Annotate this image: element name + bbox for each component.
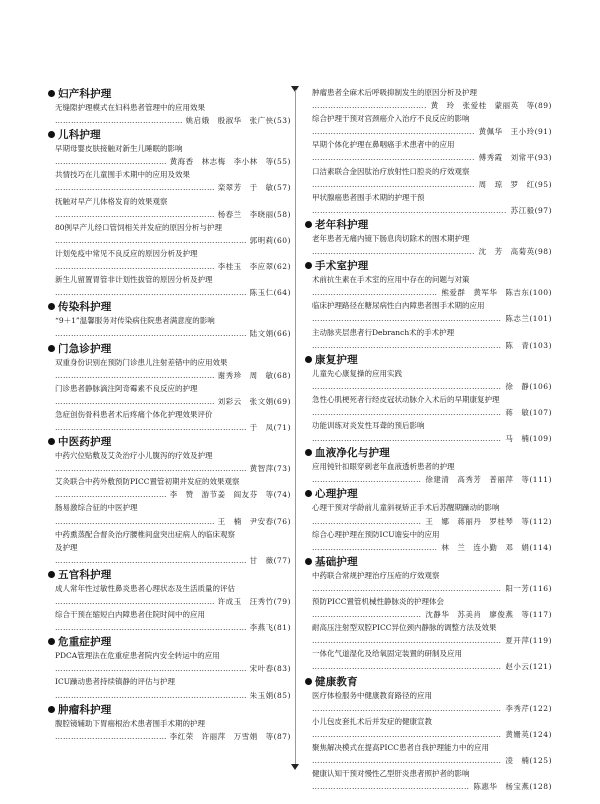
dot-leader — [305, 634, 501, 647]
toc-section — [48, 341, 291, 435]
article-authors-page: 王 娜 蒋丽丹 罗桂琴 等(112) — [425, 516, 552, 526]
article-title: 早期母婴皮肤接触对新生儿睡眠的影响 — [55, 144, 183, 154]
toc-entry[interactable] — [48, 356, 291, 382]
dot-leader — [48, 114, 182, 127]
bullet-icon — [305, 262, 312, 269]
author-line — [48, 689, 291, 702]
toc-entry[interactable] — [305, 767, 552, 793]
toc-entry[interactable] — [305, 569, 552, 595]
toc-entry[interactable] — [48, 608, 291, 634]
article-title: 医疗体检服务中健康教育路径的应用 — [312, 690, 432, 700]
bullet-icon — [48, 303, 55, 310]
dot-leader — [48, 234, 246, 247]
dot-leader — [48, 369, 214, 382]
toc-section — [305, 486, 552, 553]
toc-entry[interactable] — [305, 621, 552, 647]
toc-entry[interactable] — [48, 247, 291, 273]
section-title: 健康教育 — [315, 675, 358, 688]
toc-entry[interactable] — [305, 165, 552, 191]
dot-leader — [48, 395, 214, 408]
article-authors-page: 黄智萍(73) — [249, 464, 291, 474]
toc-section — [305, 258, 552, 352]
dot-leader — [48, 181, 214, 194]
column-divider — [295, 90, 296, 764]
article-authors-page: 阳一芳(116) — [505, 583, 552, 593]
toc-section — [48, 434, 291, 567]
author-line — [305, 339, 552, 352]
toc-entry[interactable] — [305, 595, 552, 621]
section-title: 基础护理 — [315, 555, 358, 568]
section-heading — [305, 258, 552, 273]
toc-entry[interactable] — [305, 326, 552, 352]
dot-leader — [48, 208, 214, 221]
article-authors-page: 李红荣 许丽萍 万雪娟 等(87) — [169, 731, 291, 741]
toc-section — [305, 352, 552, 446]
article-authors-page: 黄 玲 张爱桂 蒙丽英 等(89) — [430, 101, 552, 111]
article-title: “9＋1”温馨服务对传染病住院患者满意度的影响 — [55, 316, 215, 326]
article-authors-page: 谢秀珍 周 敏(68) — [217, 370, 291, 380]
dot-leader — [305, 204, 507, 217]
dot-leader — [48, 327, 246, 340]
article-title: 肿瘤患者全麻术后呼吸抑制发生的原因分析及护理 — [312, 88, 477, 97]
toc-left-column — [48, 86, 291, 743]
dot-leader — [48, 421, 246, 434]
article-authors-page: 刘彩云 张文娟(69) — [217, 396, 291, 406]
dot-leader — [305, 541, 437, 554]
dot-leader — [305, 754, 501, 767]
author-line — [305, 634, 552, 647]
author-line — [305, 151, 552, 164]
toc-section — [305, 554, 552, 674]
article-title: 艾灸联合中药外敷预防PICC置管初期并发症的效果观察 — [55, 477, 240, 487]
toc-entry[interactable] — [305, 647, 552, 673]
author-line — [48, 114, 291, 127]
author-line — [305, 178, 552, 191]
article-title: 一体化气道湿化及给氧固定装置的研制及应用 — [312, 649, 462, 659]
article-title: 预防PICC置管机械性静脉炎的护理体会 — [312, 597, 444, 606]
toc-entry[interactable] — [305, 741, 552, 767]
author-line — [305, 780, 552, 793]
dot-leader — [305, 608, 421, 621]
dot-leader — [305, 312, 501, 325]
toc-section — [305, 445, 552, 486]
toc-entry[interactable] — [48, 408, 291, 434]
toc-entry[interactable] — [305, 393, 552, 419]
article-title: 80例早产儿经口管饲相关并发症的原因分析与护理 — [55, 222, 223, 232]
article-title: 成人常年性过敏性鼻炎患者心理状态及生活质量的评估 — [55, 583, 235, 593]
article-authors-page: 姚启娥 殷淑华 张广侠(53) — [185, 116, 291, 126]
section-title: 血液净化与护理 — [315, 447, 390, 460]
dot-leader — [48, 730, 166, 743]
article-authors-page: 于 凤(71) — [249, 422, 291, 432]
dot-leader — [305, 728, 501, 741]
author-line — [305, 728, 552, 741]
toc-entry[interactable] — [48, 142, 291, 168]
section-title: 手术室护理 — [315, 260, 369, 273]
article-authors-page: 李 赞 游节姜 阎友芬 等(74) — [169, 490, 291, 500]
divider-arrow-bottom — [291, 764, 299, 770]
toc-entry[interactable] — [48, 475, 291, 501]
dot-leader — [48, 155, 166, 168]
author-line — [48, 286, 291, 299]
article-title: 健康认知干预对慢性乙型肝炎患者照护者的影响 — [312, 769, 470, 779]
toc-entry[interactable] — [48, 501, 291, 527]
article-title: 术前抗生素在手术室的应用中存在的问题与对策 — [312, 275, 470, 285]
dot-leader — [305, 125, 475, 138]
article-authors-page: 陆文娟(66) — [249, 329, 291, 339]
article-authors-page: 许成玉 汪秀竹(79) — [217, 597, 291, 606]
article-authors-page: 黄海香 林志梅 李小林 等(55) — [169, 157, 291, 167]
bullet-icon — [48, 345, 55, 352]
article-authors-page: 李秀芹(122) — [505, 703, 552, 713]
article-authors-page: 蒋 敏(107) — [505, 407, 552, 417]
article-authors-page: 陈志兰(101) — [505, 314, 552, 324]
article-title: 急症创伤骨科患者术后疼痛个体化护理效果评价 — [55, 409, 213, 419]
article-title: 综合干预在缩短白内障患者住院时间中的应用 — [55, 610, 205, 620]
section-heading — [48, 299, 291, 314]
toc-entry[interactable] — [305, 367, 552, 393]
bullet-icon — [305, 490, 312, 497]
dot-leader — [48, 260, 214, 273]
article-title: 及护理 — [55, 542, 78, 552]
bullet-icon — [48, 131, 55, 138]
section-heading — [305, 554, 552, 569]
article-title: 计划免疫中常见不良反应的原因分析及护理 — [55, 248, 198, 258]
article-authors-page: 栾翠芳 于 敏(57) — [217, 183, 291, 193]
article-title: 中药熏蒸配合督灸治疗腰椎间盘突出症病人的临床观察 — [55, 529, 235, 539]
author-line — [48, 395, 291, 408]
dot-leader — [305, 245, 475, 258]
author-line — [48, 488, 291, 501]
article-authors-page: 马 楠(109) — [505, 434, 552, 444]
dot-leader — [305, 432, 501, 445]
section-title: 传染科护理 — [58, 301, 112, 314]
author-line — [48, 662, 291, 675]
article-title: 腹腔镜辅助下胃癌根治术患者围手术期的护理 — [55, 718, 205, 728]
article-title: 综合护理干预对宫颈癌介入治疗不良反应的影响 — [312, 114, 470, 124]
section-title: 危重症护理 — [58, 636, 112, 649]
article-title: 中药联合常规护理治疗压疮的疗效观察 — [312, 570, 440, 580]
section-heading — [305, 674, 552, 689]
author-line — [305, 125, 552, 138]
author-line — [305, 380, 552, 393]
toc-entry[interactable] — [305, 112, 552, 138]
article-title: 新生儿留置胃管非计划性拔管的原因分析及护理 — [55, 275, 213, 285]
dot-leader — [48, 286, 246, 299]
author-line — [305, 245, 552, 258]
toc-entry[interactable] — [305, 191, 552, 217]
section-heading — [48, 702, 291, 717]
article-authors-page: 宋叶春(83) — [249, 664, 291, 674]
bullet-icon — [48, 90, 55, 97]
author-line — [48, 234, 291, 247]
dot-leader — [48, 488, 166, 501]
author-line — [305, 515, 552, 528]
toc-entry[interactable] — [305, 460, 552, 486]
dot-leader — [48, 595, 214, 608]
author-line — [48, 260, 291, 273]
toc-entry[interactable] — [48, 449, 291, 475]
article-authors-page: 李燕飞(81) — [249, 623, 291, 633]
dot-leader — [305, 515, 421, 528]
article-title: 口洁素联合金因肽治疗放射性口腔炎的疗效观察 — [312, 166, 470, 176]
article-authors-page: 夏开萍(119) — [505, 636, 552, 646]
author-line — [305, 99, 552, 112]
author-line — [48, 554, 291, 567]
toc-right-column — [305, 86, 552, 793]
section-heading — [305, 486, 552, 501]
author-line — [305, 473, 552, 486]
article-title: 甲状腺癌患者围手术期的护理干预 — [312, 192, 425, 202]
section-title: 五官科护理 — [58, 568, 112, 581]
section-title: 门急诊护理 — [58, 342, 112, 355]
bullet-icon — [305, 221, 312, 228]
toc-entry[interactable] — [48, 273, 291, 299]
author-line — [48, 369, 291, 382]
article-authors-page: 徐建清 高秀芳 普丽萍 等(111) — [425, 475, 552, 485]
author-line — [48, 327, 291, 340]
section-heading — [48, 127, 291, 142]
toc-section — [48, 127, 291, 299]
toc-entry[interactable] — [305, 528, 552, 554]
author-line — [305, 286, 552, 299]
toc-section — [305, 217, 552, 258]
article-authors-page: 林 兰 连小勤 邓 娟(114) — [441, 542, 552, 552]
author-line — [48, 515, 291, 528]
dot-leader — [48, 689, 246, 702]
dot-leader — [305, 286, 437, 299]
toc-section — [48, 299, 291, 340]
dot-leader — [305, 406, 501, 419]
article-title: 抚触对早产儿体格发育的效果观察 — [55, 196, 168, 206]
article-title: 门诊患者静脉滴注阿奇霉素不良反应的护理 — [55, 383, 198, 393]
section-heading — [48, 567, 291, 582]
section-heading — [305, 352, 552, 367]
article-authors-page: 熊爱群 黄军华 陈吉东(100) — [441, 288, 552, 298]
toc-section — [48, 634, 291, 701]
article-title: 聚焦解决模式在提高PICC患者自我护理能力中的应用 — [312, 742, 489, 752]
section-heading — [305, 445, 552, 460]
toc-entry[interactable] — [48, 717, 291, 743]
toc-entry[interactable] — [48, 221, 291, 247]
toc-entry[interactable] — [305, 273, 552, 299]
dot-leader — [305, 99, 427, 112]
author-line — [305, 582, 552, 595]
article-title: 综合心理护理在预防ICU谵妄中的应用 — [312, 529, 440, 539]
article-authors-page: 陈 青(103) — [505, 340, 552, 350]
article-title: 双重身份识别在预防门诊患儿注射差错中的应用效果 — [55, 357, 228, 367]
toc-entry[interactable] — [48, 314, 291, 340]
bullet-icon — [305, 558, 312, 565]
article-title: 老年患者无痛内镜下肠息肉切除术的围术期护理 — [312, 233, 470, 243]
author-line — [48, 595, 291, 608]
article-authors-page: 朱玉娟(85) — [249, 690, 291, 700]
article-title: 儿童先心康复操的应用实践 — [312, 368, 402, 378]
article-authors-page: 沈静华 苏美肖 廖俊燕 等(117) — [425, 610, 552, 620]
article-title: 急性心肌梗死者行经皮冠状动脉介入术后的早期康复护理 — [312, 394, 500, 404]
article-authors-page: 赵小云(121) — [505, 662, 552, 672]
toc-entry[interactable] — [305, 419, 552, 445]
bullet-icon — [48, 706, 55, 713]
toc-entry[interactable] — [48, 195, 291, 221]
article-authors-page: 苏江毅(97) — [510, 205, 552, 215]
article-title: ICU躁动患者持续镇静的评估与护理 — [55, 677, 176, 687]
article-title: 应用钝针扣眼穿刺老年血液透析患者的护理 — [312, 462, 455, 472]
author-line — [48, 621, 291, 634]
toc-section — [305, 674, 552, 794]
toc-entry[interactable] — [305, 86, 552, 112]
article-title: 共情技巧在儿童围手术期中的应用及效果 — [55, 170, 190, 180]
toc-section — [48, 702, 291, 743]
bullet-icon — [48, 638, 55, 645]
article-authors-page: 傅秀霞 刘常平(93) — [478, 153, 552, 163]
article-title: 无缝隙护理模式在妇科患者管理中的应用效果 — [55, 103, 205, 112]
article-title: 早期个体化护理在鼻咽癌手术患者中的应用 — [312, 140, 455, 150]
toc-entry[interactable] — [305, 689, 552, 715]
toc-entry[interactable] — [48, 101, 291, 127]
bullet-icon — [305, 449, 312, 456]
author-line — [305, 702, 552, 715]
dot-leader — [48, 554, 246, 567]
dot-leader — [305, 582, 501, 595]
toc-entry[interactable] — [48, 382, 291, 408]
bullet-icon — [305, 678, 312, 685]
toc-entry[interactable] — [48, 649, 291, 675]
dot-leader — [305, 380, 501, 393]
section-title: 中医药护理 — [58, 436, 112, 449]
article-authors-page: 王 楠 尹安春(76) — [217, 516, 291, 526]
section-heading — [48, 634, 291, 649]
article-authors-page: 黄姗英(124) — [505, 729, 552, 739]
section-heading — [48, 86, 291, 101]
dot-leader — [48, 621, 246, 634]
section-heading — [48, 434, 291, 449]
bullet-icon — [305, 356, 312, 363]
author-line — [305, 660, 552, 673]
author-line — [48, 155, 291, 168]
article-title: 中药穴位贴敷及艾灸治疗小儿腹泻的疗效及护理 — [55, 451, 213, 461]
dot-leader — [305, 473, 421, 486]
dot-leader — [305, 660, 501, 673]
author-line — [48, 730, 291, 743]
dot-leader — [48, 515, 214, 528]
toc-entry[interactable] — [305, 138, 552, 164]
article-title: 心理干预对学龄前儿童斜视矫正手术后苏醒期躁动的影响 — [312, 503, 500, 513]
dot-leader — [305, 151, 475, 164]
bullet-icon — [48, 438, 55, 445]
toc-entry[interactable] — [48, 168, 291, 194]
toc-entry[interactable] — [48, 675, 291, 701]
dot-leader — [305, 702, 501, 715]
author-line — [305, 312, 552, 325]
toc-entry[interactable] — [305, 232, 552, 258]
section-title: 心理护理 — [315, 488, 358, 501]
toc-entry[interactable] — [305, 501, 552, 527]
dot-leader — [48, 462, 246, 475]
section-title: 儿科护理 — [58, 129, 101, 142]
article-authors-page: 李桂玉 李应翠(62) — [217, 262, 291, 272]
dot-leader — [305, 178, 475, 191]
author-line — [48, 208, 291, 221]
author-line — [305, 608, 552, 621]
author-line — [48, 462, 291, 475]
author-line — [305, 432, 552, 445]
toc-entry[interactable] — [48, 582, 291, 608]
toc-section — [48, 567, 291, 634]
article-title: 耐高压注射型双腔PICC异位颈内静脉的调整方法及效果 — [312, 623, 497, 633]
section-heading — [305, 217, 552, 232]
article-title: 临床护理路径在糖尿病性白内障患者围手术期的应用 — [312, 301, 485, 311]
toc-section — [48, 86, 291, 127]
article-authors-page: 陈玉仁(64) — [249, 288, 291, 298]
toc-entry[interactable] — [48, 528, 291, 567]
author-line — [48, 181, 291, 194]
section-title: 肿瘤科护理 — [58, 703, 112, 716]
article-authors-page: 黄佩华 王小玲(91) — [478, 127, 552, 137]
bullet-icon — [48, 571, 55, 578]
article-authors-page: 周 琼 罗 红(95) — [478, 179, 552, 189]
author-line — [305, 754, 552, 767]
article-title: 功能训练对炎发性耳聋的预后影响 — [312, 421, 425, 431]
article-authors-page: 凌 楠(125) — [505, 756, 552, 766]
article-title: 肠易激综合征的中医护理 — [55, 503, 138, 513]
section-heading — [48, 341, 291, 356]
dot-leader — [48, 662, 246, 675]
article-title: 小儿包皮套扎术后并发症的健康宣教 — [312, 716, 432, 726]
dot-leader — [305, 780, 469, 793]
toc-entry[interactable] — [305, 715, 552, 741]
article-authors-page: 郭明莉(60) — [249, 235, 291, 245]
article-authors-page: 徐 静(106) — [505, 381, 552, 391]
dot-leader — [305, 339, 501, 352]
section-title: 妇产科护理 — [58, 88, 112, 100]
article-title: PDCA管理法在危重症患者院内安全转运中的应用 — [55, 651, 220, 661]
article-title: 主动脉夹层患者行Debranch术的手术护理 — [312, 327, 455, 337]
article-authors-page: 陈惠华 杨宝燕(128) — [473, 782, 552, 792]
toc-section — [305, 86, 552, 217]
article-authors-page: 杨春兰 李晓丽(58) — [217, 209, 291, 219]
section-title: 康复护理 — [315, 353, 358, 366]
author-line — [305, 406, 552, 419]
author-line — [48, 421, 291, 434]
author-line — [305, 204, 552, 217]
author-line — [305, 541, 552, 554]
article-authors-page: 沈 芳 高菊英(98) — [478, 247, 552, 257]
section-title: 老年科护理 — [315, 218, 369, 231]
article-authors-page: 甘 薇(77) — [249, 555, 291, 565]
toc-entry[interactable] — [305, 299, 552, 325]
